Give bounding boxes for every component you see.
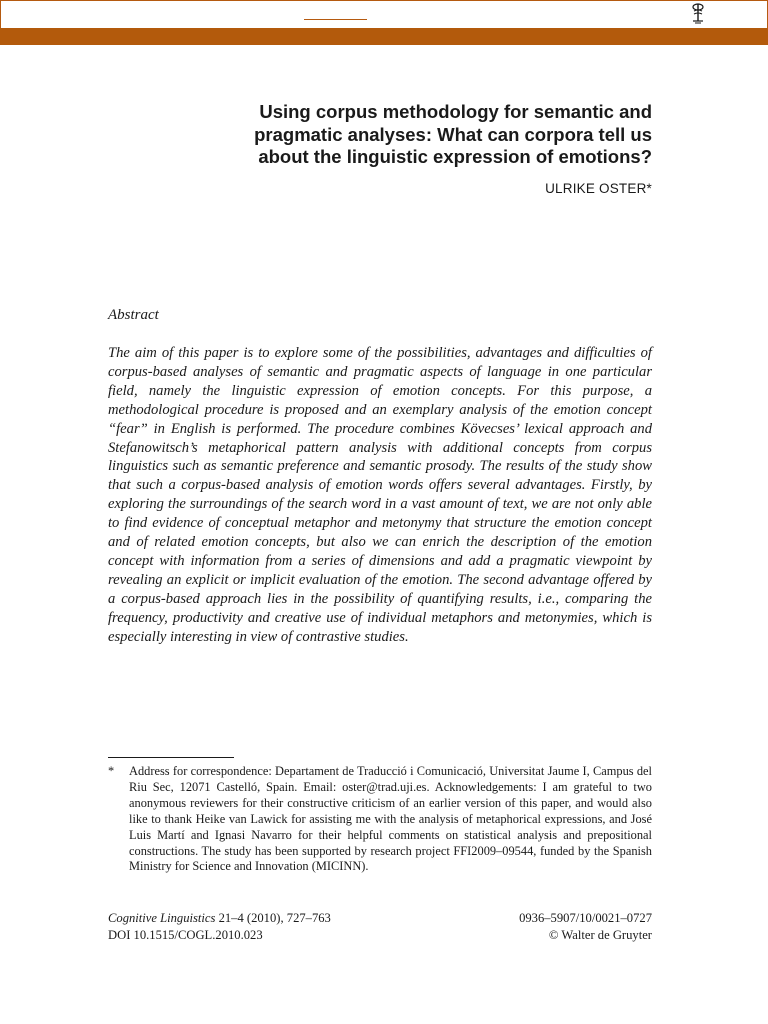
footnote-marker: * xyxy=(108,764,115,778)
article-title xyxy=(160,101,652,169)
title-line: about the linguistic expression of emotions? xyxy=(258,146,652,167)
title-line: Using corpus methodology for semantic and xyxy=(259,101,652,122)
footer-row-citation xyxy=(108,910,652,927)
title-line: pragmatic analyses: What can corpora tell us xyxy=(254,123,652,145)
header-band xyxy=(0,28,768,45)
footer-row-doi xyxy=(108,927,652,944)
publisher-logo-icon xyxy=(689,2,707,24)
header-frame xyxy=(0,0,768,29)
page-footer xyxy=(108,910,652,943)
journal-volume: 21–4 (2010), 727–763 xyxy=(218,911,331,925)
abstract-body: The aim of this paper is to explore some of the possibilities, advantages and difficulties of corpus-based analyses of semantic and pragmatic aspects of language in one particular field, namely the linguistic expression of emotion concepts. For this purpose, a methodological procedure is proposed and an exemplary analysis of the emotion concept “fear” in English is performed. The procedure combines Kövecses’ lexical approach and Stefanowitsch’s metaphorical pattern analysis with additional concepts from corpus linguistics such as semantic preference and semantic prosody. The results of the study show that such a corpus-based analysis of emotion words offers several advantages. Firstly, by exploring the surroundings of the search word in a vast amount of text, we are not only able to find evidence of conceptual metaphor and metonymy that structure the emotion concept and of related emotion concepts, but also we can enrich the description of the emotion concept with information from a series of dimensions and add a pragmatic viewpoint by revealing an explicit or implicit evaluation of the emotion. The second advantage offered by a corpus-based approach lies in the possibility of quantifying results, i.e., comparing the frequency, productivity and creative use of individual metaphors and metonymies, which is especially interesting in view of contrastive studies. xyxy=(108,345,652,645)
header-rule xyxy=(304,19,367,20)
footnote-divider xyxy=(108,757,234,758)
issn: 0936–5907/10/0021–0727 xyxy=(519,911,652,925)
journal-citation xyxy=(108,910,331,927)
author-name: ULRIKE OSTER* xyxy=(545,181,652,196)
copyright: © Walter de Gruyter xyxy=(548,927,652,942)
journal-name: Cognitive Linguistics xyxy=(108,911,216,925)
abstract-heading: Abstract xyxy=(108,307,159,323)
footnote-text: Address for correspondence: Departament de Traducció i Comunicació, Universitat Jaume I, Campus del Riu Sec, 12071 Castelló, Spain. Email: oster@trad.uji.es. Acknowledgements: I am grateful to two anonymous reviewers for their constructive criticism of an earlier version of this paper, and would also like to thank Heike van Lawick for assisting me with the analysis of metaphorical expressions, and José Luis Martí and Ignasi Navarro for their helpful comments on statistical analysis and prepositional constructions. The study has been supported by research project FFI2009–09544, funded by the Spanish Ministry for Science and Innovation (MICINN). xyxy=(129,764,652,874)
doi: DOI 10.1515/COGL.2010.023 xyxy=(108,927,263,942)
footnote xyxy=(108,764,652,875)
